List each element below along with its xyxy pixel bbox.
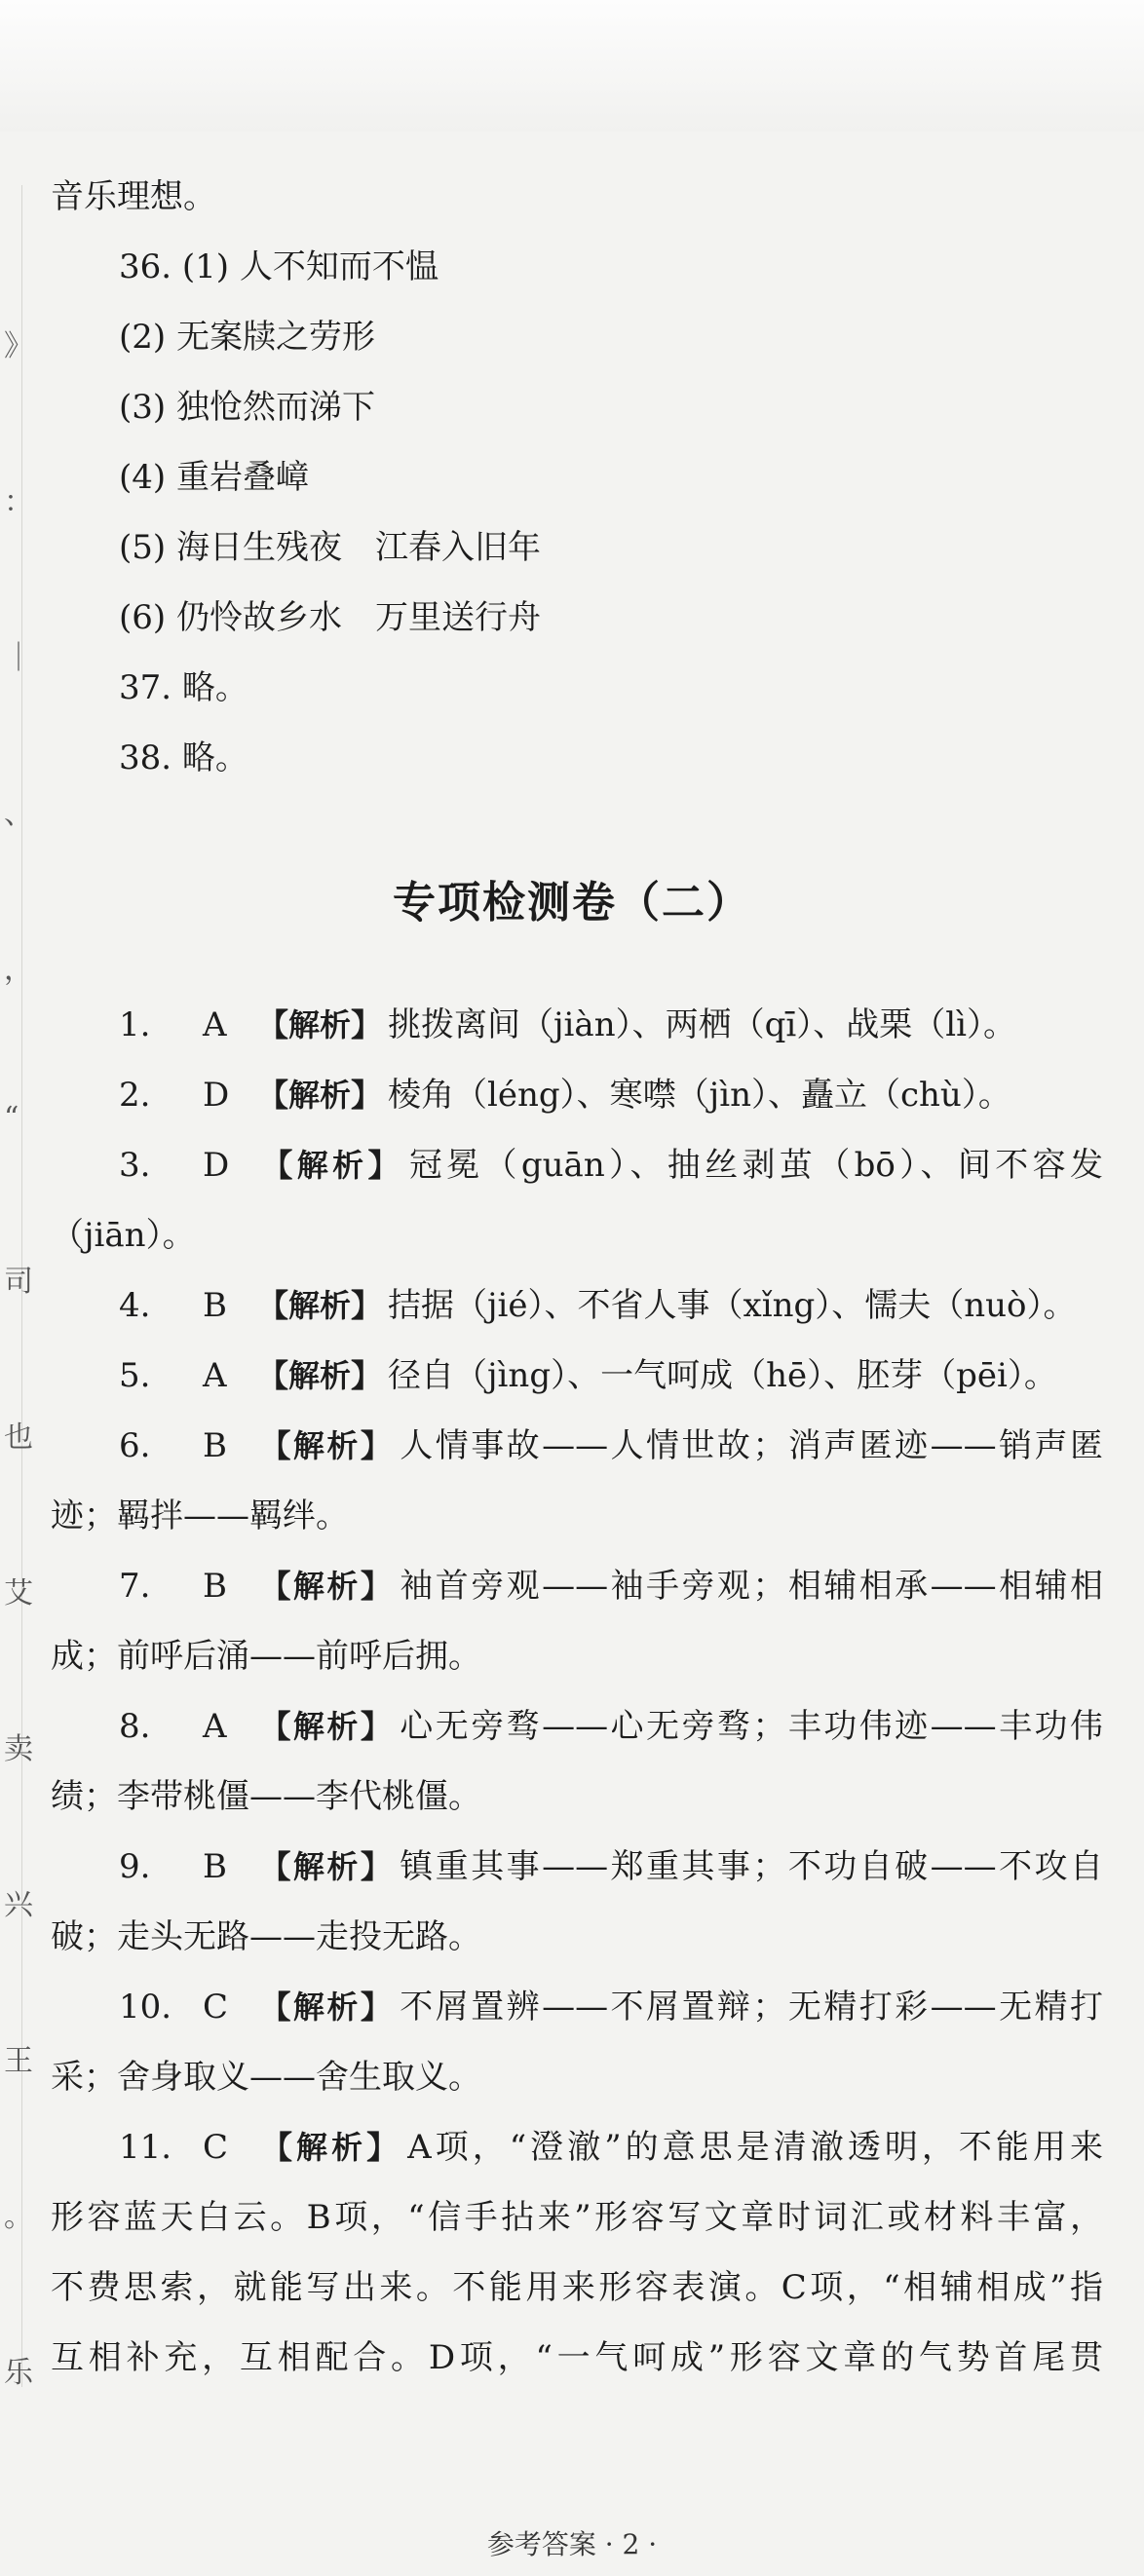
item-continuation: 迹；羁拌——羁绊。 [51,1496,349,1535]
item-answer: B [203,1567,227,1606]
analysis-tag: 【解析】 [257,1006,383,1043]
answer-item [119,1004,1144,1046]
margin-fragment: 》 [4,329,33,363]
answer-item [119,1986,1103,2028]
margin-fragment: ｜ [4,641,33,675]
item-number: 10. [119,1988,172,2027]
answer-line: 36. (1) 人不知而不愠 [119,247,439,286]
item-explanation: 心无旁骛——心无旁骛；丰功伟迹——丰功伟 [400,1707,1103,1746]
answer-line: 音乐理想。 [51,177,216,216]
item-explanation: 挑拨离间（jiàn）、两栖（qī）、战栗（lì）。 [388,1005,1016,1044]
answer-line: (3) 独怆然而涕下 [119,388,375,427]
answer-item [119,1565,1103,1608]
margin-fragment: ， [4,953,33,987]
item-explanation: A项，“澄澈”的意思是清澈透明，不能用来 [407,2128,1103,2167]
margin-fragment: 也 [4,1421,33,1455]
analysis-tag: 【解析】 [257,1989,395,2026]
item-answer: A [203,1005,227,1044]
item-answer: D [203,1146,230,1185]
section-title: 专项检测卷（二） [393,878,751,928]
analysis-tag: 【解析】 [257,1848,395,1885]
item-continuation: 互相补充，互相配合。D项，“一气呵成”形容文章的气势首尾贯 [51,2338,1103,2377]
scan-top-band [0,0,1144,132]
answer-line: 38. 略。 [119,739,248,777]
item-continuation: 采；舍身取义——舍生取义。 [51,2058,481,2097]
item-number: 4. [119,1286,151,1325]
item-answer: B [203,1286,227,1325]
answer-item [119,1845,1103,1888]
item-continuation: 绩；李带桃僵——李代桃僵。 [51,1777,481,1816]
item-continuation: 破；走头无路——走投无路。 [51,1917,481,1956]
analysis-tag: 【解析】 [257,1077,383,1114]
item-continuation: 形容蓝天白云。B项，“信手拈来”形容写文章时词汇或材料丰富， [51,2198,1103,2237]
answer-item [119,2126,1103,2169]
item-number: 3. [119,1146,151,1185]
margin-fragment: “ [4,1101,19,1135]
item-explanation: 人情事故——人情世故；消声匿迹——销声匿 [400,1426,1103,1465]
item-answer: D [203,1076,230,1115]
answer-line: (4) 重岩叠嶂 [119,458,309,497]
item-continuation: （jiān）。 [51,1216,196,1255]
item-explanation: 镇重其事——郑重其事；不功自破——不攻自 [400,1847,1103,1886]
item-answer: A [203,1356,227,1395]
analysis-tag: 【解析】 [257,1708,395,1745]
margin-fragment: 、 [4,797,33,831]
item-answer: A [203,1707,227,1746]
answer-line: 37. 略。 [119,668,248,707]
margin-fragment: 王 [4,2044,33,2078]
item-number: 11. [119,2128,172,2167]
answer-item [119,1354,1144,1397]
margin-fragment: 乐 [4,2356,33,2390]
item-explanation: 拮据（jié）、不省人事（xǐng）、懦夫（nuò）。 [388,1286,1077,1325]
item-number: 1. [119,1005,151,1044]
answer-item [119,1074,1144,1117]
margin-fragment: 兴 [4,1888,33,1922]
margin-fragment: ： [4,485,33,519]
answer-line: (2) 无案牍之劳形 [119,318,375,357]
item-number: 9. [119,1847,151,1886]
margin-fragment: 卖 [4,1732,33,1766]
analysis-tag: 【解析】 [257,1427,395,1464]
item-explanation: 不屑置辨——不屑置辩；无精打彩——无精打 [400,1988,1103,2027]
analysis-tag: 【解析】 [257,1147,403,1184]
item-number: 8. [119,1707,151,1746]
analysis-tag: 【解析】 [257,1357,383,1394]
answer-line: (5) 海日生残夜 江春入旧年 [119,528,541,567]
page-footer: 参考答案 · 2 · [486,2528,658,2560]
item-explanation: 棱角（léng）、寒噤（jìn）、矗立（chù）。 [388,1076,1011,1115]
item-answer: B [203,1426,227,1465]
item-number: 7. [119,1567,151,1606]
item-answer: C [203,1988,229,2027]
answer-line: (6) 仍怜故乡水 万里送行舟 [119,598,541,637]
item-continuation: 成；前呼后涌——前呼后拥。 [51,1637,481,1676]
answer-item [119,1705,1103,1748]
margin-fragment: 司 [4,1265,33,1299]
margin-fragment: 。 [4,2200,33,2234]
answer-item [119,1144,1103,1187]
answer-item [119,1284,1144,1327]
item-answer: C [203,2128,229,2167]
item-number: 5. [119,1356,151,1395]
analysis-tag: 【解析】 [257,1287,383,1324]
margin-fragment: 艾 [4,1576,33,1610]
item-number: 6. [119,1426,151,1465]
item-number: 2. [119,1076,151,1115]
analysis-tag: 【解析】 [257,2129,402,2166]
item-explanation: 袖首旁观——袖手旁观；相辅相承——相辅相 [400,1567,1103,1606]
item-explanation: 径自（jìng）、一气呵成（hē）、胚芽（pēi）。 [388,1356,1057,1395]
analysis-tag: 【解析】 [257,1568,395,1605]
item-explanation: 冠冕（guān）、抽丝剥茧（bō）、间不容发 [408,1146,1103,1185]
item-answer: B [203,1847,227,1886]
answer-item [119,1424,1103,1467]
item-continuation: 不费思索，就能写出来。不能用来形容表演。C项，“相辅相成”指 [51,2268,1103,2307]
